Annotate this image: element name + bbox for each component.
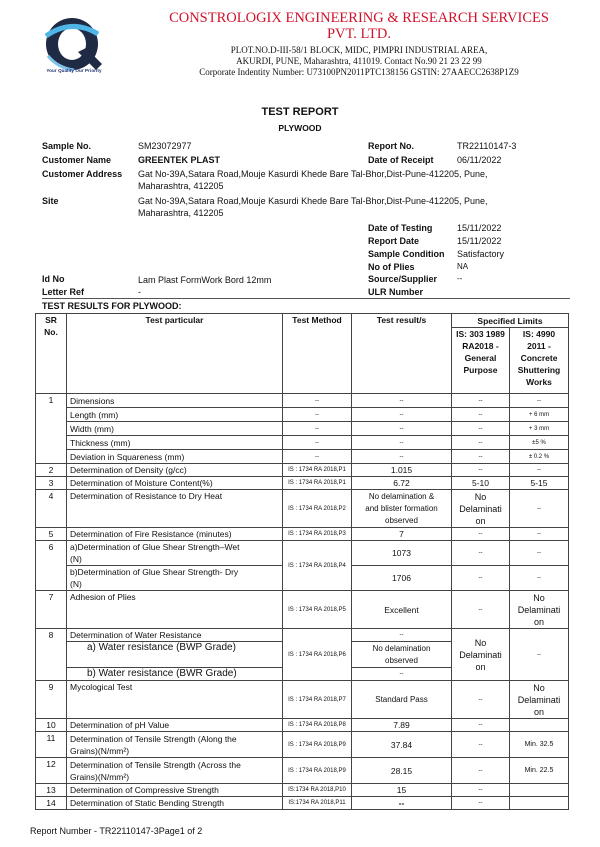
customer-address-label: Customer Address (42, 169, 123, 179)
no-of-plies-value: NA (457, 262, 469, 271)
table-row: Thickness (mm) -- -- -- ±5 % (36, 436, 569, 450)
table-row: 13 Determination of Compressive Strength IS:1734 RA 2018,P10 15 -- (36, 784, 569, 797)
report-subtitle: PLYWOOD (278, 123, 322, 133)
table-row: 9 Mycological Test IS : 1734 RA 2018,P7 Standard Pass -- No Delaminati on (36, 681, 569, 719)
company-name-line2: PVT. LTD. (326, 26, 392, 42)
company-logo (38, 14, 110, 74)
source-value: -- (457, 274, 463, 283)
table-row: 12 Determination of Tensile Strength (Across the Grains)(N/mm²) IS : 1734 RA 2018,P9 28.15 -- Min. 22.5 (36, 758, 569, 784)
site-line1: Gat No-39A,Satara Road,Mouje Kasurdi Khede Bare Tal-Bhor,Dist-Pune-412205, Pune, (138, 196, 488, 206)
site-line2: Maharashtra, 412205 (138, 208, 224, 218)
no-of-plies-label: No of Plies (368, 262, 415, 272)
company-address-line3: Corporate Indentity Number: U73100PN2011PTC138156 GSTIN: 27AAECC2638P1Z9 (199, 67, 519, 77)
col-specified-limits: Specified Limits (452, 314, 569, 328)
results-table (35, 313, 569, 810)
company-address-line2: AKURDI, PUNE, Maharashtra, 411019. Contact No.90 21 23 22 99 (236, 56, 482, 66)
sample-no-value: SM23072977 (138, 141, 192, 151)
source-label: Source/Supplier (368, 274, 438, 284)
report-date-value: 15/11/2022 (457, 236, 502, 246)
report-no-label: Report No. (368, 141, 414, 151)
col-is303: IS: 303 1989 RA2018 - General Purpose (452, 328, 510, 394)
page-footer: Report Number - TR22110147-3Page1 of 2 (30, 826, 203, 836)
table-row: Width (mm) -- -- -- + 3 mm (36, 422, 569, 436)
company-header (128, 10, 590, 78)
table-row: 5 Determination of Fire Resistance (minutes) IS : 1734 RA 2018,P3 7 -- -- (36, 528, 569, 541)
table-row: b) Water resistance (BWR Grade) -- (36, 668, 569, 681)
table-row: b)Determination of Glue Shear Strength- Dry (N) 1706 -- -- (36, 566, 569, 591)
id-no-label: Id No (42, 274, 65, 284)
table-row: 8 Determination of Water Resistance IS : 1734 RA 2018,P6 -- No Delaminati on -- (36, 629, 569, 642)
table-row: 7 Adhesion of Plies IS : 1734 RA 2018,P5 Excellent -- No Delaminati on (36, 591, 569, 629)
report-date-label: Report Date (368, 236, 420, 246)
company-address-line1: PLOT.NO.D-III-58/1 BLOCK, MIDC, PIMPRI INDUSTRIAL AREA, (230, 45, 488, 55)
table-row: 4 Determination of Resistance to Dry Heat IS : 1734 RA 2018,P2 No delamination & and blister formation observed No Delaminati on -- (36, 490, 569, 528)
logo-tagline: Your Quality Our Priority (46, 68, 102, 73)
col-particular: Test particular (67, 314, 283, 394)
table-row: 3 Determination of Moisture Content(%) IS : 1734 RA 2018,P1 6.72 5-10 5-15 (36, 477, 569, 490)
letter-ref-label: Letter Ref (42, 287, 85, 297)
divider (42, 298, 570, 299)
date-testing-value: 15/11/2022 (457, 223, 502, 233)
customer-name-label: Customer Name (42, 155, 112, 165)
letter-ref-value: - (138, 287, 141, 297)
table-row: 10 Determination of pH Value IS : 1734 RA 2018,P8 7.89 -- (36, 719, 569, 732)
date-receipt-label: Date of Receipt (368, 155, 434, 165)
table-row: 14 Determination of Static Bending Strength IS:1734 RA 2018,P11 -- -- (36, 797, 569, 810)
company-name-line1: CONSTROLOGIX ENGINEERING & RESEARCH SERVICES (169, 10, 549, 26)
table-row: a) Water resistance (BWP Grade) No delamination observed (36, 642, 569, 668)
customer-address-line2: Maharashtra, 412205 (138, 181, 224, 191)
table-row: 11 Determination of Tensile Strength (Along the Grains)(N/mm²) IS : 1734 RA 2018,P9 37.84 -- Min. 32.5 (36, 732, 569, 758)
table-row: 6 a)Determination of Glue Shear Strength–Wet (N) IS : 1734 RA 2018,P4 1073 -- -- (36, 541, 569, 566)
ulr-label: ULR Number (368, 287, 424, 297)
table-row: Length (mm) -- -- -- + 6 mm (36, 408, 569, 422)
customer-name-value: GREENTEK PLAST (138, 155, 221, 165)
date-testing-label: Date of Testing (368, 223, 433, 233)
table-row: 2 Determination of Density (g/cc) IS : 1734 RA 2018,P1 1.015 -- -- (36, 464, 569, 477)
site-label: Site (42, 196, 59, 206)
customer-address-line1: Gat No-39A,Satara Road,Mouje Kasurdi Khede Bare Tal-Bhor,Dist-Pune-412205, Pune, (138, 169, 488, 179)
col-sr: SR No. (36, 314, 67, 394)
table-row: 1 Dimensions -- -- -- -- (36, 394, 569, 408)
report-title: TEST REPORT (261, 106, 339, 118)
results-heading: TEST RESULTS FOR PLYWOOD: (42, 301, 182, 311)
table-row: Deviation in Squareness (mm) -- -- -- ± 0.2 % (36, 450, 569, 464)
id-no-value: Lam Plast FormWork Bord 12mm (138, 275, 272, 285)
sample-condition-value: Satisfactory (457, 249, 505, 259)
col-method: Test Method (283, 314, 352, 394)
sample-condition-label: Sample Condition (368, 249, 445, 259)
sample-no-label: Sample No. (42, 141, 92, 151)
date-receipt-value: 06/11/2022 (457, 155, 502, 165)
col-result: Test result/s (352, 314, 452, 394)
report-no-value: TR22110147-3 (457, 141, 517, 151)
col-is4990: IS: 4990 2011 - Concrete Shuttering Works (510, 328, 569, 394)
